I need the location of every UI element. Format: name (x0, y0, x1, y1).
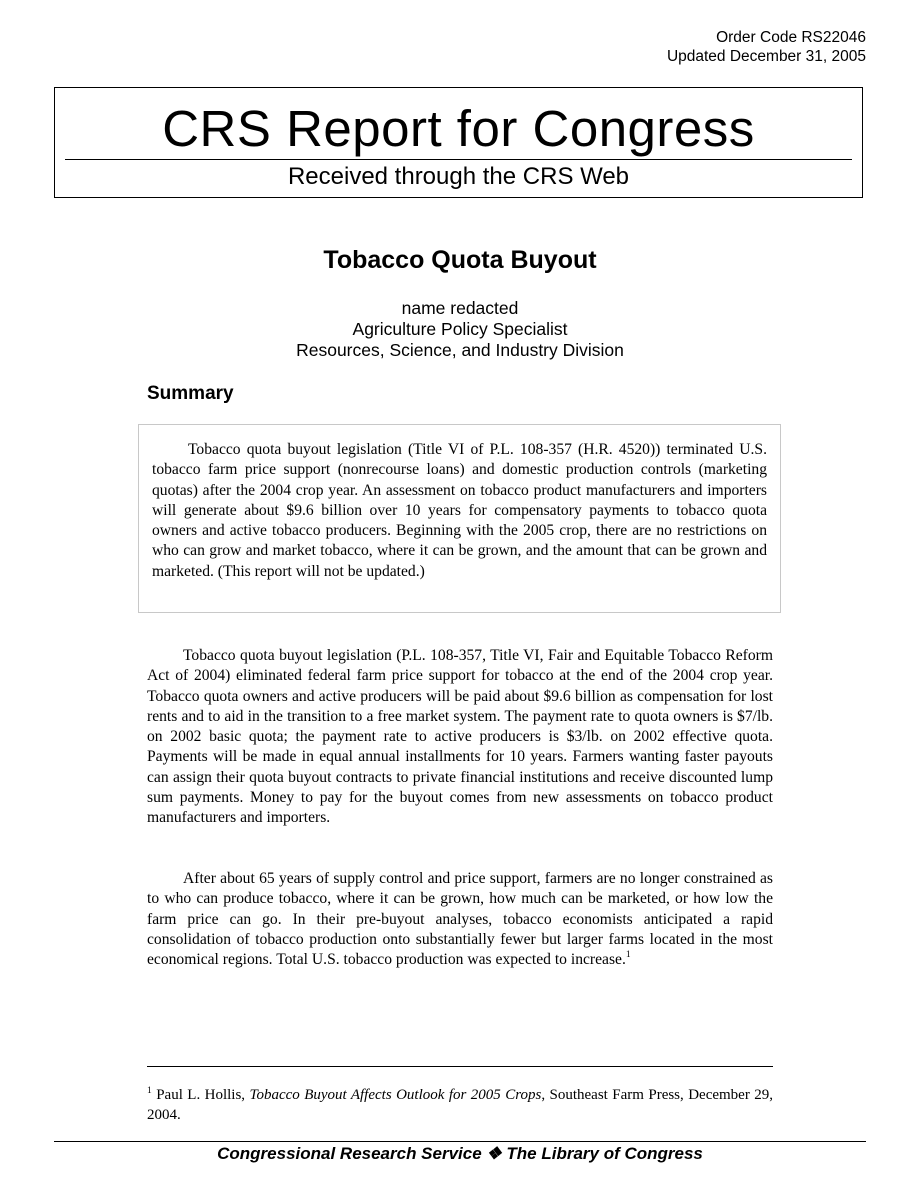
masthead-subtitle: Received through the CRS Web (287, 163, 630, 190)
diamond-separator-icon: ❖ (486, 1144, 502, 1163)
masthead-divider (65, 159, 852, 160)
masthead-box (54, 87, 863, 198)
footnote-author: Paul L. Hollis, (156, 1087, 246, 1103)
body-paragraph-2-text: After about 65 years of supply control and price support, farmers are no longer constrained as to who can produce tobacco, where it can be grown, how much can be marketed, or how low the farm price can go. In their pre-buyout analyses, tobacco economists anticipated a rapid consolidation of tobacco production onto substantially fewer but larger farms located in the most economical regions. Total U.S. tobacco production was expected to increase. (147, 870, 773, 969)
footnote (147, 1085, 773, 1125)
author-division: Resources, Science, and Industry Division (296, 340, 624, 360)
footer-crs: Congressional Research Service (217, 1144, 482, 1163)
masthead-title: CRS Report for Congress (162, 100, 755, 157)
report-title: Tobacco Quota Buyout (323, 246, 597, 274)
summary-heading: Summary (147, 383, 234, 404)
footnote-divider (147, 1066, 773, 1067)
author-block (0, 298, 920, 361)
author-name: name redacted (401, 298, 519, 318)
summary-text: Tobacco quota buyout legislation (Title VI of P.L. 108-357 (H.R. 4520)) terminated U.S. tobacco farm price support (nonrecourse loans) and domestic production controls (marketing quotas) after the 2004 crop year. An assessment on tobacco product manufacturers and importers will generate about $9.6 billion over 10 years for compensatory payments to tobacco quota owners and active tobacco producers. Beginning with the 2005 crop, there are no restrictions on who can grow and market tobacco, where it can be grown, and the amount that can be grown and marketed. (This report will not be updated.) (152, 441, 767, 580)
order-code: Order Code RS22046 (716, 29, 866, 46)
footnote-source: , Southeast Farm Press, December 29, 2004. (147, 1087, 774, 1123)
updated-date: Updated December 31, 2005 (666, 48, 866, 65)
summary-box (138, 424, 781, 613)
footnote-reference: 1 (625, 950, 631, 961)
body-paragraph-2 (147, 869, 773, 970)
footer-divider (54, 1141, 866, 1142)
footer-loc: The Library of Congress (506, 1144, 703, 1163)
author-position: Agriculture Policy Specialist (352, 319, 568, 339)
footnote-title: Tobacco Buyout Affects Outlook for 2005 Crops (249, 1087, 542, 1103)
body-paragraph-1: Tobacco quota buyout legislation (P.L. 108-357, Title VI, Fair and Equitable Tobacco Reform Act of 2004) eliminated federal farm price support for tobacco at the end of the 2004 crop year. Tobacco quota owners and active producers will be paid about $9.6 billion as compensation for lost rents and to aid in the transition to a free market system. The payment rate to quota owners is $7/lb. on 2002 basic quota; the payment rate to active producers is $3/lb. on 2002 effective quota. Payments will be made in equal annual installments for 10 years. Farmers wanting faster payouts can assign their quota buyout contracts to private financial institutions and receive discounted lump sum payments. Money to pay for the buyout comes from new assessments on tobacco product manufacturers and importers. (147, 647, 773, 827)
order-info (667, 28, 866, 66)
footnote-number: 1 (147, 1086, 152, 1096)
footer (0, 1143, 920, 1165)
